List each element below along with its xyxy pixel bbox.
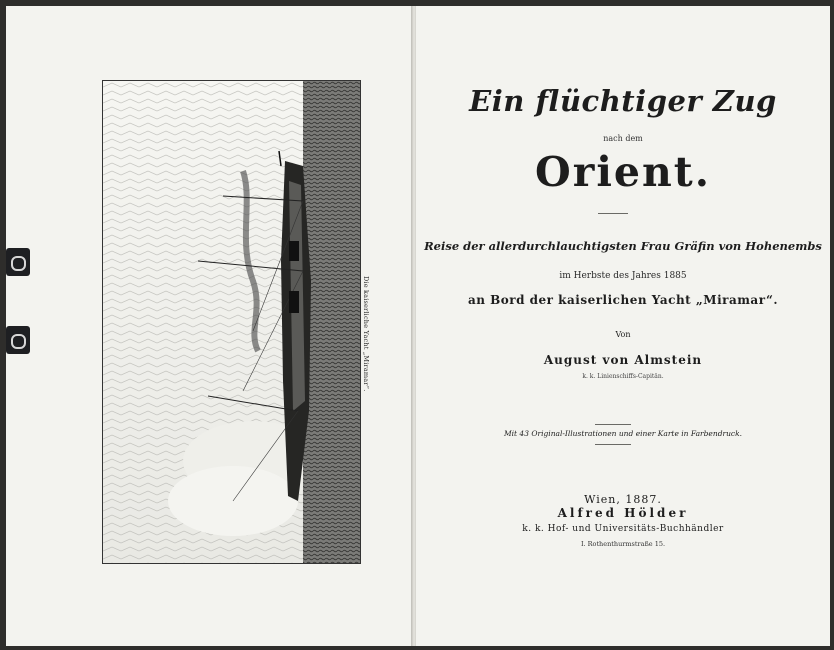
publisher-name: Alfred Hölder (557, 506, 689, 520)
divider (595, 444, 631, 445)
plate-caption: Die kaiserliche Yacht „Miramar“. (362, 276, 370, 392)
left-page (6, 6, 412, 646)
title-connector: nach dem (603, 134, 643, 143)
illustrations-note: Mit 43 Original-Illustrationen und einer Karte in Farbendruck. (503, 429, 743, 438)
title-line-1: Ein flüchtiger Zug (469, 84, 777, 118)
ship-engraving-drawing (103, 81, 360, 563)
publisher-role: k. k. Hof- und Universitäts-Buchhändler (522, 524, 724, 534)
publisher-address: I. Rothenthurmstraße 15. (580, 540, 666, 548)
divider (598, 213, 628, 214)
subtitle-3: an Bord der kaiserlichen Yacht „Miramar“. (467, 293, 779, 307)
subtitle-1: Reise der allerdurchlauchtigsten Frau Gräfin von Hohenembs (424, 239, 822, 253)
place-year: Wien, 1887. (584, 493, 662, 506)
title-page (416, 6, 830, 646)
author-title: k. k. Linienschiffs-Capitän. (582, 373, 664, 380)
divider (595, 424, 631, 425)
subtitle-2: im Herbste des Jahres 1885 (559, 271, 687, 281)
byline-von: Von (615, 330, 631, 339)
binder-clip-icon (6, 326, 30, 354)
title-line-2: Orient. (535, 148, 711, 196)
ship-engraving (102, 80, 361, 564)
binder-clip-icon (6, 248, 30, 276)
author-name: August von Almstein (543, 353, 703, 367)
